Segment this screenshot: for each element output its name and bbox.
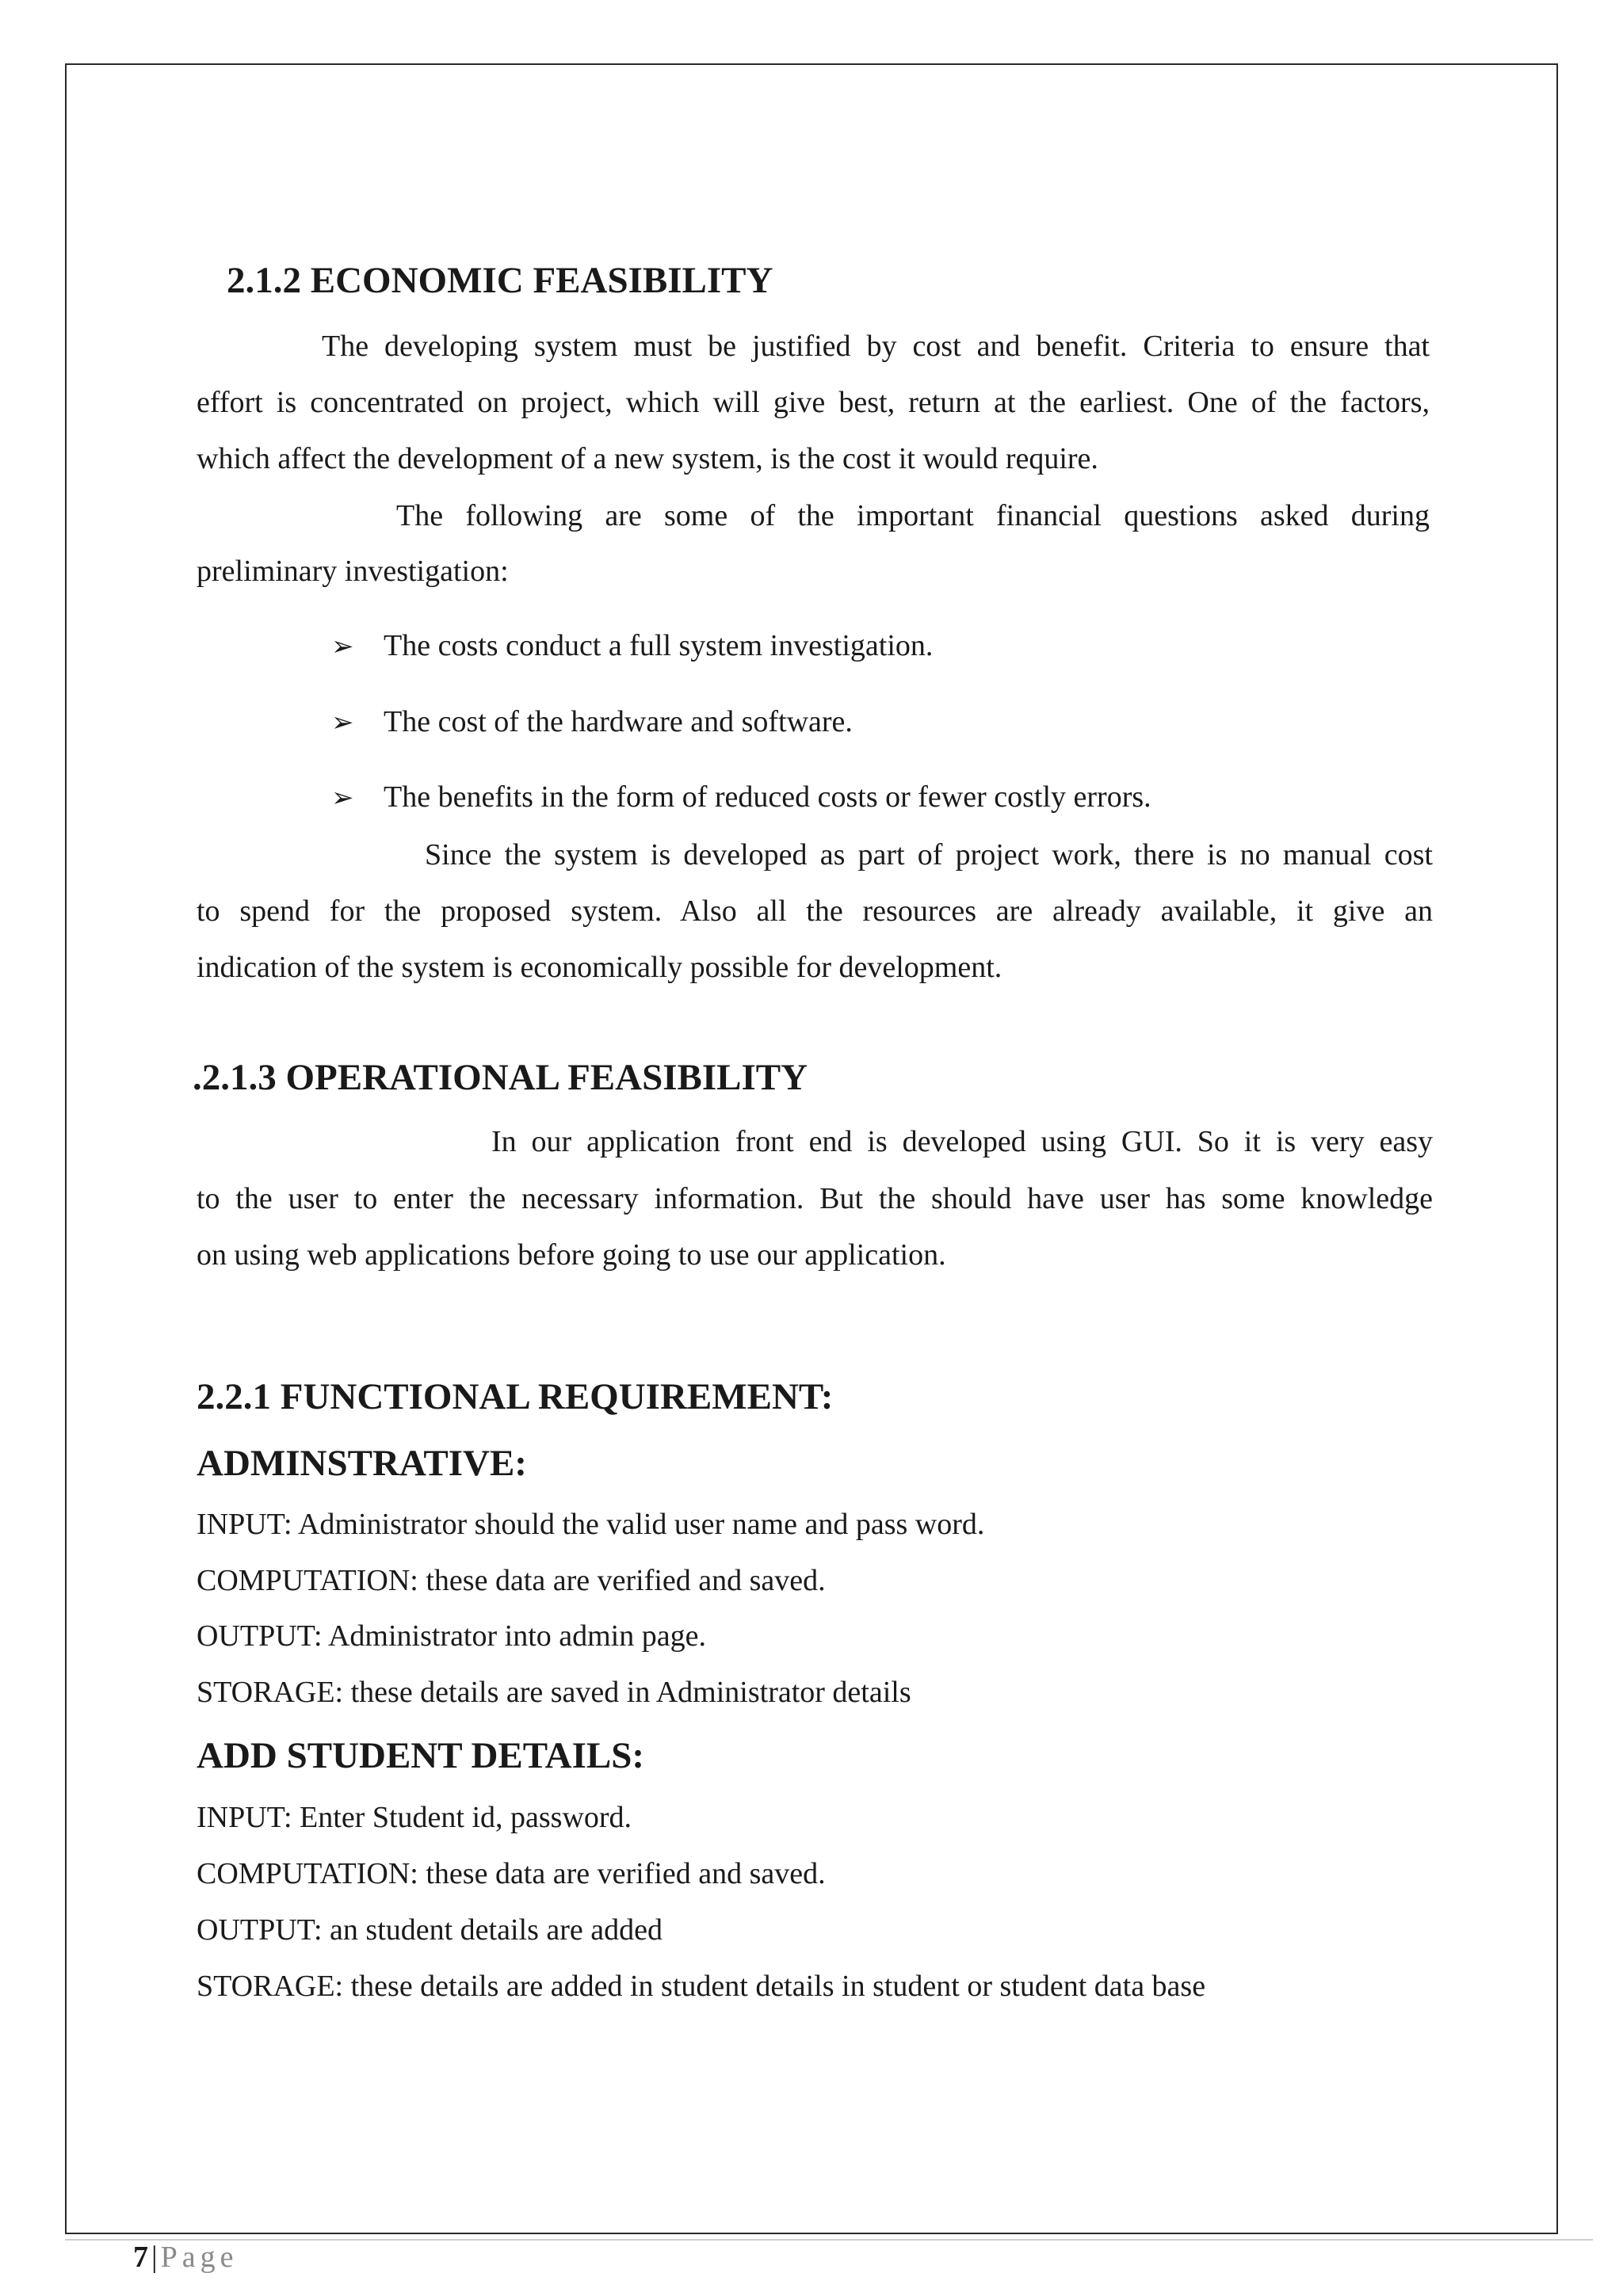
heading-operational-feasibility: .2.1.3 OPERATIONAL FEASIBILITY xyxy=(193,1057,808,1098)
oper-paragraph-line-1: In our application front end is developed using GUI. So it is very easy xyxy=(491,1125,1433,1158)
econ-bullet-3 xyxy=(331,782,1151,812)
econ-bullet-2-text: The cost of the hardware and software. xyxy=(384,705,853,738)
heading-add-student-details: ADD STUDENT DETAILS: xyxy=(197,1735,645,1776)
arrow-bullet-icon: ➢ xyxy=(331,782,354,814)
econ-paragraph-1-line-2: effort is concentrated on project, which will give best, return at the earliest. One of the factors, xyxy=(197,386,1430,419)
student-input-line: INPUT: Enter Student id, password. xyxy=(197,1801,632,1834)
econ-paragraph-3-line-3: indication of the system is economically possible for development. xyxy=(197,951,1002,984)
student-computation-line: COMPUTATION: these data are verified and saved. xyxy=(197,1857,826,1890)
econ-bullet-1-text: The costs conduct a full system investigation. xyxy=(384,629,934,662)
econ-paragraph-3-line-2: to spend for the proposed system. Also all the resources are already available, it give an xyxy=(197,894,1433,928)
admin-input-line: INPUT: Administrator should the valid user name and pass word. xyxy=(197,1508,985,1541)
econ-paragraph-2-line-1: The following are some of the important financial questions asked during xyxy=(396,499,1430,532)
arrow-bullet-icon: ➢ xyxy=(331,631,354,662)
page-number: 7 xyxy=(133,2241,148,2274)
econ-paragraph-3-line-1: Since the system is developed as part of project work, there is no manual cost xyxy=(425,838,1433,871)
heading-economic-feasibility: 2.1.2 ECONOMIC FEASIBILITY xyxy=(227,260,773,301)
econ-bullet-1 xyxy=(331,631,933,661)
econ-bullet-3-text: The benefits in the form of reduced costs or fewer costly errors. xyxy=(384,780,1151,814)
admin-storage-line: STORAGE: these details are saved in Administrator details xyxy=(197,1676,911,1709)
student-output-line: OUTPUT: an student details are added xyxy=(197,1913,663,1947)
admin-computation-line: COMPUTATION: these data are verified and saved. xyxy=(197,1564,826,1597)
econ-paragraph-1-line-3: which affect the development of a new system, is the cost it would require. xyxy=(197,442,1098,475)
econ-paragraph-2-line-2: preliminary investigation: xyxy=(197,555,509,588)
page-separator: | xyxy=(151,2241,158,2274)
arrow-bullet-icon: ➢ xyxy=(331,707,354,738)
student-storage-line: STORAGE: these details are added in student details in student or student data base xyxy=(197,1970,1206,2003)
admin-output-line: OUTPUT: Administrator into admin page. xyxy=(197,1619,706,1653)
econ-bullet-2 xyxy=(331,707,853,737)
oper-paragraph-line-2: to the user to enter the necessary information. But the should have user has some knowledge xyxy=(197,1182,1433,1215)
page-label: Page xyxy=(160,2241,239,2274)
page-footer xyxy=(133,2242,238,2272)
heading-administrative: ADMINSTRATIVE: xyxy=(197,1443,527,1484)
heading-functional-requirement: 2.2.1 FUNCTIONAL REQUIREMENT: xyxy=(197,1376,834,1417)
econ-paragraph-1-line-1: The developing system must be justified by cost and benefit. Criteria to ensure that xyxy=(322,330,1430,363)
oper-paragraph-line-3: on using web applications before going to use our application. xyxy=(197,1238,946,1272)
footer-rule xyxy=(65,2239,1593,2241)
